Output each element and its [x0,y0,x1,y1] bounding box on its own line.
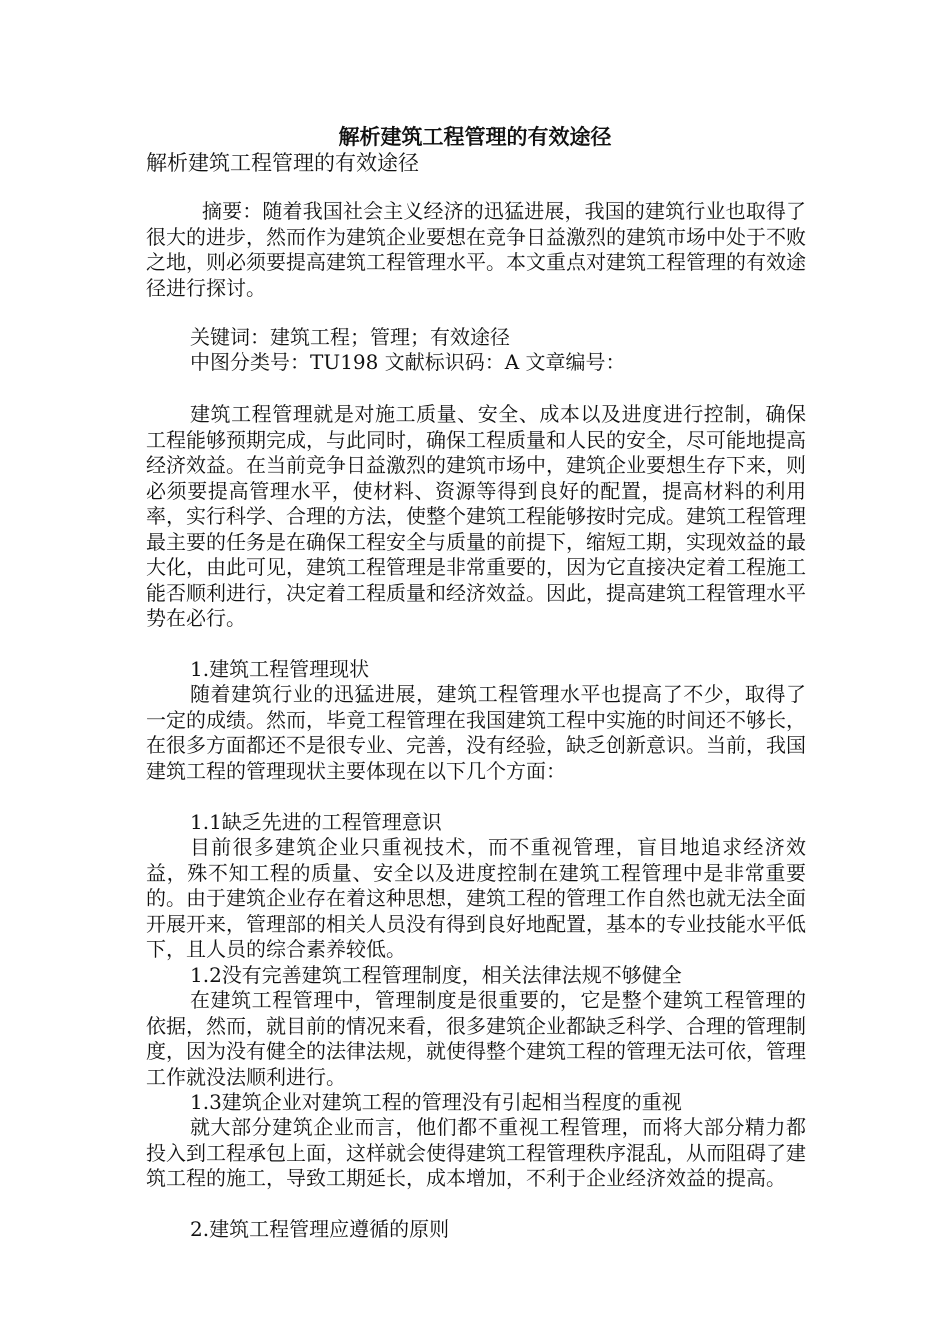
section-heading-1-1: 1.1缺乏先进的工程管理意识 [190,810,442,834]
classification-line: 中图分类号：TU198 文献标识码：A 文章编号： [190,350,626,374]
section-heading-1-3: 1.3建筑企业对建筑工程的管理没有引起相当程度的重视 [190,1090,682,1114]
section-1-3-paragraph: 就大部分建筑企业而言，他们都不重视工程管理，而将大部分精力都投入到工程承包上面，这样就会使得建筑工程管理秩序混乱，从而阻碍了建筑工程的施工，导致工期延长，成本增加，不利于企业经济效益的提高。 [146,1115,806,1190]
document-subtitle: 解析建筑工程管理的有效途径 [146,151,419,175]
section-1-1-paragraph: 目前很多建筑企业只重视技术，而不重视管理，盲目地追求经济效益，殊不知工程的质量、安全以及进度控制在建筑工程管理中是非常重要的。由于建筑企业存在着这种思想，建筑工程的管理工作自然也就无法全面开展开来，管理部的相关人员没有得到良好地配置，基本的专业技能水平低下，且人员的综合素养较低。 [146,835,806,961]
section-heading-2: 2.建筑工程管理应遵循的原则 [190,1217,450,1241]
intro-paragraph: 建筑工程管理就是对施工质量、安全、成本以及进度进行控制，确保工程能够预期完成，与此同时，确保工程质量和人民的安全，尽可能地提高经济效益。在当前竞争日益激烈的建筑市场中，建筑企业要想生存下来，则必须要提高管理水平，使材料、资源等得到良好的配置，提高材料的利用率，实行科学、合理的方法，使整个建筑工程能够按时完成。建筑工程管理最主要的任务是在确保工程安全与质量的前提下，缩短工期，实现效益的最大化，由此可见，建筑工程管理是非常重要的，因为它直接决定着工程施工能否顺利进行，决定着工程质量和经济效益。因此，提高建筑工程管理水平势在必行。 [146,402,806,630]
keywords-line: 关键词：建筑工程；管理；有效途径 [190,325,510,349]
section-heading-1-2: 1.2没有完善建筑工程管理制度，相关法律法规不够健全 [190,963,682,987]
document-title: 解析建筑工程管理的有效途径 [338,124,612,149]
abstract-paragraph: 摘要：随着我国社会主义经济的迅猛进展，我国的建筑行业也取得了很大的进步，然而作为建筑企业要想在竞争日益激烈的建筑市场中处于不败之地，则必须要提高建筑工程管理水平。本文重点对建筑工程管理的有效途径进行探讨。 [146,199,806,300]
section-1-paragraph: 随着建筑行业的迅猛进展，建筑工程管理水平也提高了不少，取得了一定的成绩。然而，毕竟工程管理在我国建筑工程中实施的时间还不够长，在很多方面都还不是很专业、完善，没有经验，缺乏创新意识。当前，我国建筑工程的管理现状主要体现在以下几个方面： [146,682,806,783]
section-1-2-paragraph: 在建筑工程管理中，管理制度是很重要的，它是整个建筑工程管理的依据，然而，就目前的情况来看，很多建筑企业都缺乏科学、合理的管理制度，因为没有健全的法律法规，就使得整个建筑工程的管理无法可依，管理工作就没法顺利进行。 [146,988,806,1089]
section-heading-1: 1.建筑工程管理现状 [190,657,370,681]
